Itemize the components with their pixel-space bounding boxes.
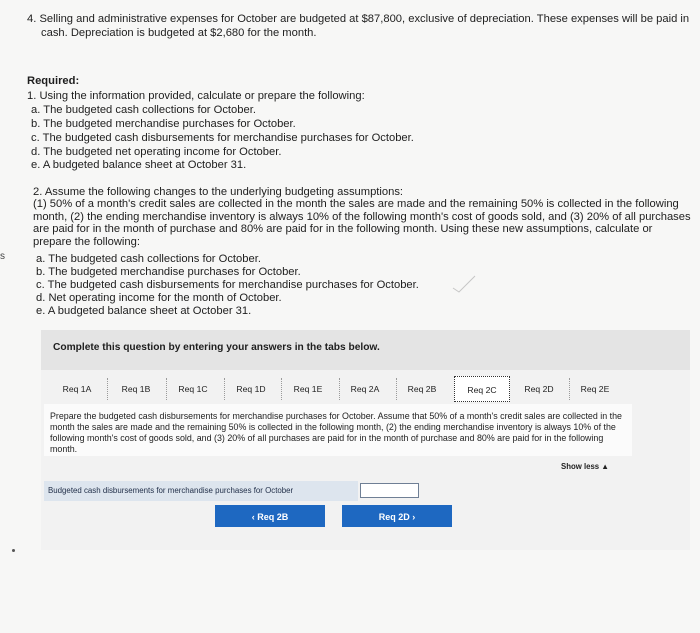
show-less-link[interactable]: Show less ▲ [561,462,610,471]
intro-line-1: 4. Selling and administrative expenses for October are budgeted at $87,800, exclusive of depreciation. These expenses will be paid in [27,13,690,25]
margin-mark: s [0,251,5,262]
part2-item-b: b. The budgeted merchandise purchases for October. [36,266,301,278]
part2-item-e: e. A budgeted balance sheet at October 31. [36,305,252,317]
tab-req-2b[interactable]: Req 2B [407,384,437,394]
requirement-tabs [49,376,685,404]
tab-req-2c[interactable]: Req 2C [454,376,510,402]
question-panel-header [41,330,690,370]
part2-item-d: d. Net operating income for the month of October. [36,292,282,304]
part1-item-d: d. The budgeted net operating income for October. [31,146,282,158]
tab-req-2a[interactable]: Req 2A [350,384,380,394]
tab-req-1c[interactable]: Req 1C [178,384,208,394]
question-panel [41,370,690,550]
tab-req-1b[interactable]: Req 1B [121,384,151,394]
task-instructions [44,404,632,456]
next-req-2d-button[interactable]: Req 2D › [342,505,452,527]
intro-line-2: cash. Depreciation is budgeted at $2,680 for the month. [41,27,317,39]
part1-item-b: b. The budgeted merchandise purchases for October. [31,118,296,130]
tab-req-2d[interactable]: Req 2D [524,384,554,394]
tab-req-1a[interactable]: Req 1A [62,384,92,394]
task-text: Prepare the budgeted cash disbursements for merchandise purchases for October. Assume that 50% of a month's credit sales are collected in the month the sales are made and the remaining 50% is collected in the following month, (2) the ending merchandise inventory is always 10% of the following month's cost of goods sold, and (3) 20% of all purchases are paid for in the month of purchase and 80% are paid for in the following month. [50,411,622,454]
part2-item-a: a. The budgeted cash collections for October. [36,253,261,265]
tab-req-1e[interactable]: Req 1E [293,384,323,394]
part1-item-e: e. A budgeted balance sheet at October 31. [31,159,247,171]
answer-label: Budgeted cash disbursements for merchandise purchases for October [44,481,358,501]
part2-intro: 2. Assume the following changes to the underlying budgeting assumptions: [33,186,404,198]
cash-disbursements-input[interactable] [360,483,419,498]
required-heading: Required: [27,75,80,87]
pen-check-mark-icon [451,274,477,294]
part1-intro: 1. Using the information provided, calculate or prepare the following: [27,90,365,102]
part1-item-a: a. The budgeted cash collections for October. [31,104,256,116]
panel-header-text: Complete this question by entering your answers in the tabs below. [53,342,380,353]
prev-req-2b-button[interactable]: ‹ Req 2B [215,505,325,527]
part2-text: (1) 50% of a month's credit sales are collected in the month the sales are made and the remaining 50% is collected in the following month, (2) the ending merchandise inventory is always 10% of the following month's cost of goods sold, and (3) 20% of all purchases are paid for in the month of purchase and 80% are paid for in the following month. Using these new assumptions, calculate or prepare the following: [33,198,691,248]
stray-dot [12,549,15,552]
part2-item-c: c. The budgeted cash disbursements for merchandise purchases for October. [36,279,419,291]
tab-req-2e[interactable]: Req 2E [580,384,610,394]
tab-req-1d[interactable]: Req 1D [236,384,266,394]
part1-item-c: c. The budgeted cash disbursements for merchandise purchases for October. [31,132,414,144]
